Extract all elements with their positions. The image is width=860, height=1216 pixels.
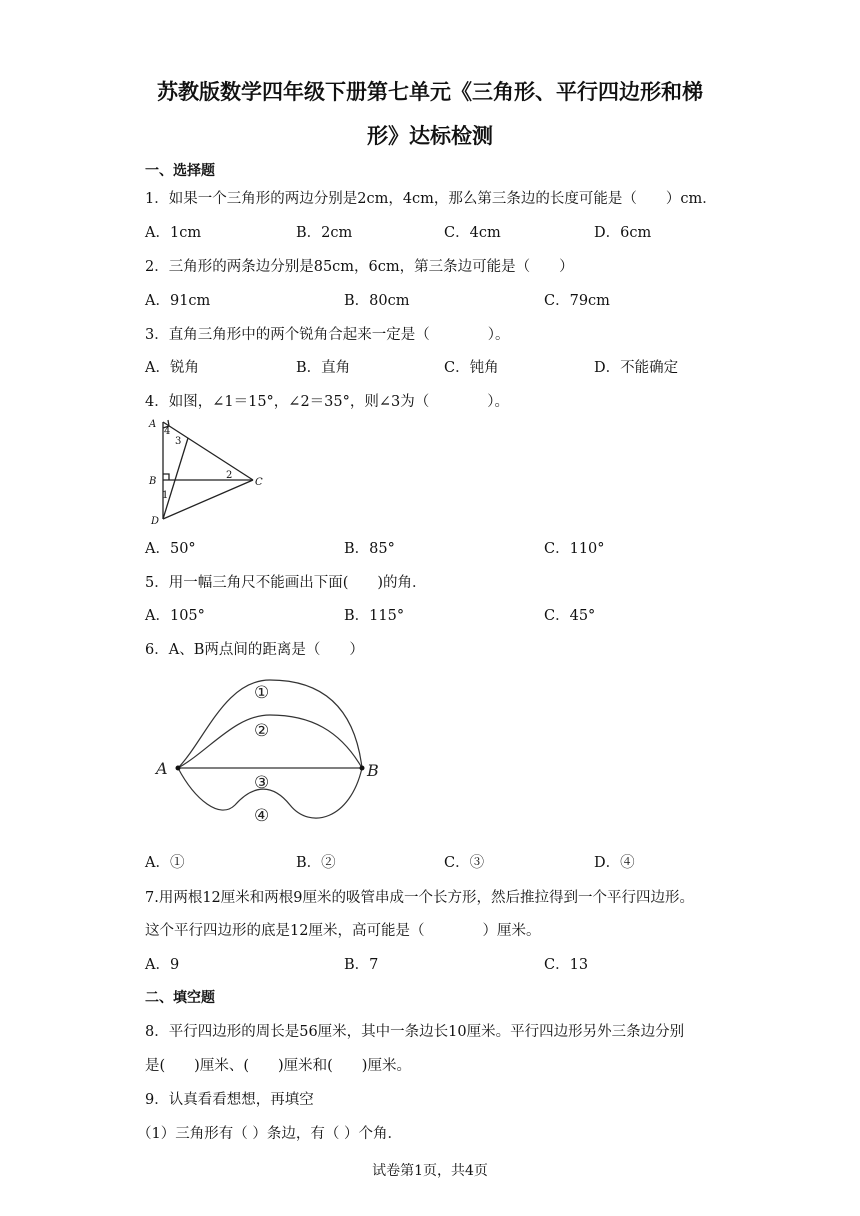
question-4: 4．如图，∠1＝15°，∠2＝35°，则∠3为（ ）。 [145, 394, 509, 410]
q2-option-c: C．79cm [544, 293, 610, 309]
question-9-sub1: （1）三角形有（ ）条边，有（ ）个角． [137, 1126, 402, 1142]
q7-option-c: C．13 [544, 957, 589, 973]
q5-option-c: C．45° [544, 608, 596, 624]
q6-option-a: A．① [145, 855, 185, 871]
q1-option-b: B．2cm [296, 225, 353, 241]
q6-option-b: B．② [296, 855, 336, 871]
question-2: 2．三角形的两条边分别是85cm，6cm，第三条边可能是（ ） [145, 259, 574, 275]
question-1: 1．如果一个三角形的两边分别是2cm，4cm，那么第三条边的长度可能是（ ）cm． [145, 191, 717, 207]
label-d: D [151, 516, 160, 527]
paths-figure [150, 670, 390, 835]
line-d-to-ac [163, 438, 188, 519]
q4-option-b: B．85° [344, 541, 395, 557]
q1-option-c: C．4cm [444, 225, 501, 241]
line-ac [163, 422, 253, 480]
label-path-4: ④ [254, 806, 270, 826]
point-a [176, 766, 181, 771]
question-8-line1: 8．平行四边形的周长是56厘米，其中一条边长10厘米。平行四边形另外三条边分别 [145, 1024, 685, 1040]
label-path-2: ② [254, 721, 270, 741]
label-angle-1: 1 [162, 490, 169, 501]
question-7-line2: 这个平行四边形的底是12厘米，高可能是（ ）厘米。 [145, 923, 541, 939]
q2-option-b: B．80cm [344, 293, 410, 309]
page-title-line1: 苏教版数学四年级下册第七单元《三角形、平行四边形和梯 [157, 80, 703, 104]
section-choice-heading: 一、选择题 [145, 163, 215, 179]
right-angle-mark-b [163, 474, 169, 480]
q5-option-b: B．115° [344, 608, 405, 624]
q1-option-a: A．1cm [145, 225, 202, 241]
label-angle-3: 3 [175, 436, 182, 447]
label-a: A [149, 419, 157, 430]
page-title-line2: 形》达标检测 [367, 124, 493, 148]
question-7-line1: 7.用两根12厘米和两根9厘米的吸管串成一个长方形，然后推拉得到一个平行四边形。 [145, 890, 695, 906]
question-5: 5．用一幅三角尺不能画出下面( )的角． [145, 575, 427, 591]
path-2 [178, 715, 362, 768]
q3-option-a: A．锐角 [145, 360, 199, 376]
line-dc [163, 480, 253, 519]
q6-option-d: D．④ [594, 855, 635, 871]
q1-option-d: D．6cm [594, 225, 652, 241]
q6-option-c: C．③ [444, 855, 485, 871]
question-9: 9．认真看看想想，再填空 [145, 1092, 314, 1108]
path-1 [178, 680, 362, 768]
label-point-a: A [156, 759, 168, 778]
label-c: C [255, 477, 263, 488]
q2-option-a: A．91cm [145, 293, 211, 309]
q5-option-a: A．105° [145, 608, 205, 624]
label-path-1: ① [254, 683, 270, 703]
question-8-line2: 是( )厘米、( )厘米和( )厘米。 [145, 1058, 411, 1074]
section-fill-heading: 二、填空题 [145, 990, 215, 1006]
label-point-b: B [367, 761, 379, 780]
label-path-3: ③ [254, 773, 270, 793]
q7-option-b: B．7 [344, 957, 379, 973]
q3-option-d: D．不能确定 [594, 360, 679, 376]
path-4 [178, 768, 362, 818]
question-3: 3．直角三角形中的两个锐角合起来一定是（ ）。 [145, 327, 510, 343]
q4-option-c: C．110° [544, 541, 605, 557]
q3-option-b: B．直角 [296, 360, 351, 376]
q4-option-a: A．50° [145, 541, 196, 557]
triangle-figure [143, 414, 268, 529]
q3-option-c: C．钝角 [444, 360, 499, 376]
label-angle-2: 2 [226, 470, 233, 481]
page-footer: 试卷第1页，共4页 [372, 1163, 488, 1179]
q7-option-a: A．9 [145, 957, 180, 973]
point-b [360, 766, 365, 771]
label-b: B [149, 476, 157, 487]
question-6: 6．A、B两点间的距离是（ ） [145, 642, 364, 658]
label-angle-4: 4 [164, 426, 171, 437]
